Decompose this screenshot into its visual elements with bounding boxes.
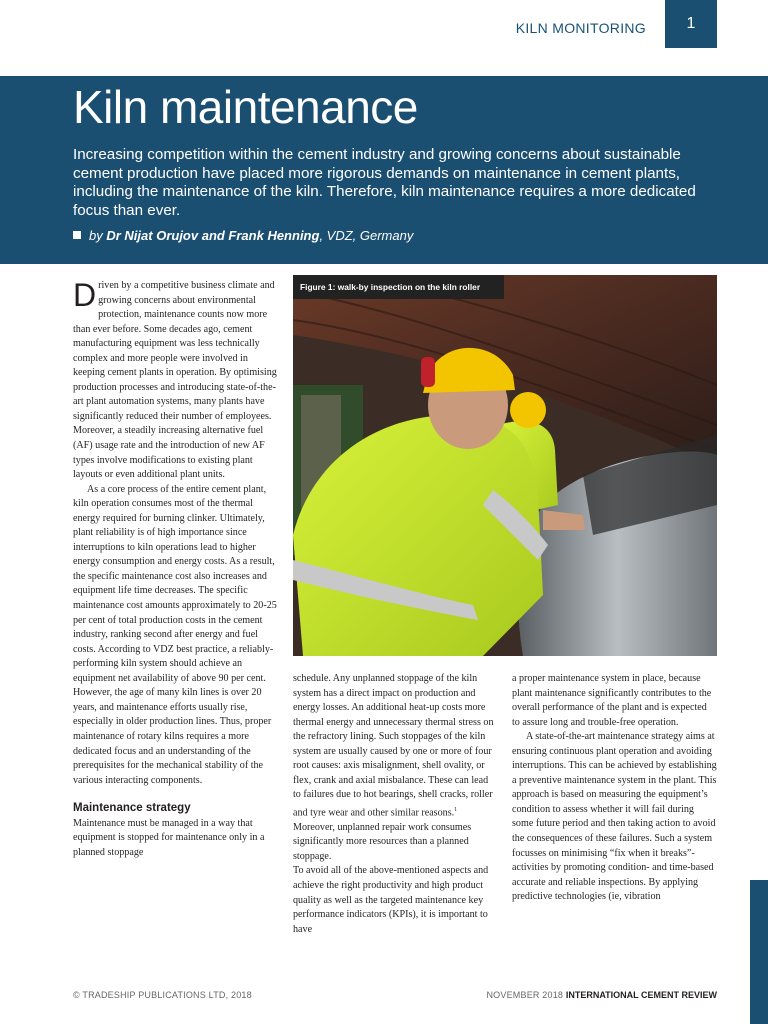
article-title: Kiln maintenance: [73, 81, 418, 133]
byline-prefix: by: [89, 228, 103, 243]
body-paragraph-4: [293, 672, 498, 864]
text-column-2: [293, 672, 498, 937]
bullet-square-icon: [73, 231, 81, 239]
byline-affiliation: , VDZ, Germany: [319, 228, 414, 243]
text-column-3: [512, 672, 717, 905]
figure-photo: [293, 275, 717, 656]
body-paragraph-7: A state-of-the-art maintenance strategy aims at ensuring continuous plant operation and avoiding interruptions. This can be achieved by establishing a preventive maintenance system in the plant. This approach is based on measuring the equipment’s condition to assess whether it will fail during some future period and then taking action to avoid the consequences of these failures. Such a system focusses on minimising “fix when it breaks”-activities by promoting condition- and time-based accurate and reliable inspections. By applying predictive technologies (ie, vibration: [512, 731, 717, 903]
figure-caption: Figure 1: walk-by inspection on the kiln roller: [293, 275, 504, 299]
byline-authors: Dr Nijat Orujov and Frank Henning: [106, 228, 320, 243]
body-paragraph-5: To avoid all of the above-mentioned aspects and achieve the right productivity and high product quality as well as the targeted maintenance key performance indicators (KPIs), it is important to have: [293, 865, 489, 935]
body-paragraph-6: a proper maintenance system in place, because plant maintenance significantly contributes to the overall performance of the plant and is expected to assure long and trouble-free operation.: [512, 673, 712, 728]
body-paragraph-2: As a core process of the entire cement plant, kiln operation consumes most of the thermal energy required for burning clinker. Ultimately, plant reliability is of high importance since interruptions to kiln operations lead to higher energy consumption and energy costs. As a result, the specific maintenance cost also increases and equipment life time decreases. The specific maintenance cost amounts approximately to 20-25 per cent of total production costs in the cement industry, ranking second after energy and fuel costs. According to VDZ best practice, a reliably-performing kiln system should achieve an equipment net availability of above 90 per cent. However, the age of many kiln lines is over 20 years, and maintenance efforts usually rise, especially in older production lines. Thus, proper maintenance of rotary kilns requires a more dedicated focus and an understanding of the prerequisites for the mechanical stability of the various interacting components.: [73, 483, 277, 786]
body-text: Moreover, unplanned repair work consumes significantly more resources than a planned stoppage.: [293, 821, 472, 862]
footer-issue: NOVEMBER 2018: [486, 990, 564, 1000]
edge-tab: [750, 880, 768, 1024]
kiln-roller-photo: [293, 275, 717, 656]
page-number: 1: [665, 0, 717, 48]
body-paragraph-1: [73, 279, 278, 483]
title-banner: [0, 76, 768, 264]
reference-marker: 1: [454, 806, 458, 813]
body-text: riven by a competitive business climate and growing concerns about environmental protection, maintenance counts now more than ever before. Some decades ago, cement manufacturing equipment was less technically complex and more people were involved in keeping cement plants in operation. By optimising production processes and introducing state-of-the-art plant automation systems, many plants have significantly reduced their number of employees. Moreover, a steadily increasing alternative fuel (AF) usage rate and the introduction of new AF types involve modifications to existing plant layouts or even additional plant units.: [73, 280, 277, 481]
body-text: schedule. Any unplanned stoppage of the kiln system has a direct impact on production and energy losses. An additional heat-up costs more thermal energy and unnecessary thermal stress on the refractory lining. Such stoppages of the kiln system are usually caused by one or more of four root causes: axis misalignment, shell ovality, or flex, crank and axial misbalance. These can lead to failures due to hot bearings, shell cracks, roller and tyre wear and other similar reasons.: [293, 673, 494, 819]
subheading-maintenance-strategy: Maintenance strategy: [73, 802, 191, 815]
text-column-1: [73, 279, 278, 860]
drop-cap: D: [73, 277, 97, 313]
section-label: KILN MONITORING: [515, 20, 646, 36]
footer-copyright: © TRADESHIP PUBLICATIONS LTD, 2018: [73, 990, 252, 1000]
footer-publication: [486, 990, 717, 1000]
standfirst: Increasing competition within the cement industry and growing concerns about sustainable cement production have placed more rigorous demands on maintenance in cement plants, including the maintenance of the kiln. Therefore, kiln maintenance requires a more dedicated focus than ever.: [73, 146, 696, 219]
byline: [73, 228, 413, 243]
footer-title: INTERNATIONAL CEMENT REVIEW: [565, 990, 717, 1000]
body-paragraph-3: Maintenance must be managed in a way that equipment is stopped for maintenance only in a planned stoppage: [73, 817, 265, 858]
